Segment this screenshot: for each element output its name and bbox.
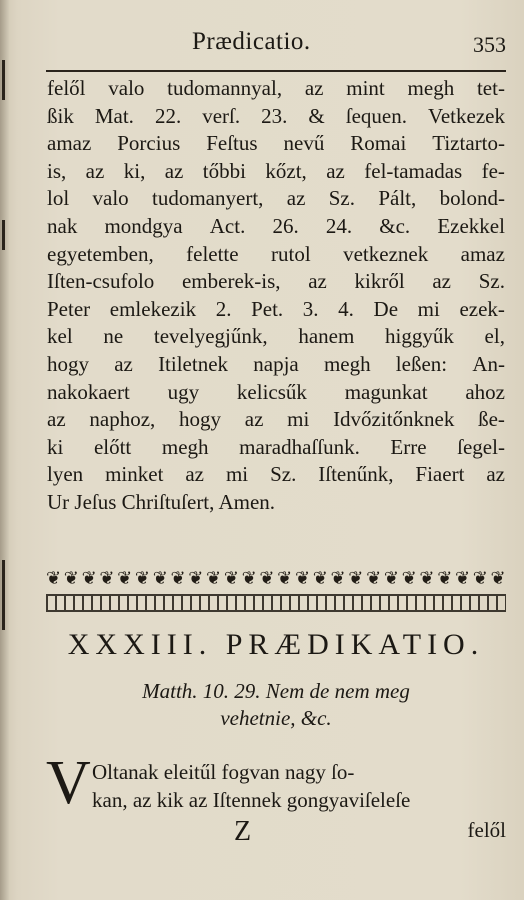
word: emberek-is, (181, 269, 281, 294)
word: 3. (302, 296, 319, 321)
fleuron-icon: ❦ (383, 568, 399, 589)
word: Sz. (328, 186, 355, 211)
word: mi (225, 462, 249, 487)
fleuron-icon: ❦ (99, 568, 115, 589)
word: Peter (47, 296, 91, 321)
word: lol (47, 186, 70, 211)
fleuron-icon: ❦ (348, 568, 364, 589)
word: hogy (47, 351, 89, 376)
word: ſequen. (345, 103, 407, 128)
text-line (47, 379, 505, 407)
word: ne (103, 324, 124, 349)
word: valo (108, 76, 145, 100)
word: Act. (209, 213, 246, 238)
word: ki, (123, 158, 146, 183)
word: fe- (481, 158, 505, 183)
ornament-band (46, 568, 506, 614)
word: &c. (379, 213, 411, 238)
catchword: felől (467, 818, 506, 842)
word: tevelyegjűnk, (153, 324, 268, 349)
word: emlekezik (109, 296, 197, 321)
word: mint (346, 76, 385, 100)
word: mondgya (104, 213, 183, 238)
citation-line: vehetnie, &c. (220, 706, 332, 730)
fleuron-icon: ❦ (63, 568, 79, 589)
gutter-mark (2, 560, 5, 630)
text-line (47, 268, 505, 296)
word: kelicsűk (236, 379, 307, 404)
word: Romai (350, 131, 407, 156)
word: az (85, 158, 105, 183)
word: kőzt, (265, 158, 307, 183)
word: De (373, 296, 399, 321)
word: valo (92, 186, 129, 211)
word: lyen (47, 462, 84, 487)
word: Fiaert (415, 462, 465, 487)
word: 24. (325, 213, 353, 238)
word: az (185, 462, 205, 487)
word: az (114, 351, 133, 376)
word: Sz. (270, 462, 297, 487)
word: az (304, 76, 324, 100)
word: az (286, 186, 306, 211)
word: nak (47, 213, 78, 238)
word: & (308, 103, 325, 128)
header-rule (46, 70, 506, 72)
word: Mat. (94, 103, 134, 128)
word: tudomanyert, (152, 186, 264, 211)
drop-cap: V (46, 749, 91, 817)
fleuron-icon: ❦ (81, 568, 97, 589)
word: kel (47, 324, 73, 349)
word: Iſtenűnk, (318, 462, 394, 487)
word: előtt (93, 434, 132, 459)
word: amaz (47, 131, 92, 156)
word: felől (47, 76, 86, 100)
word: ezek- (459, 296, 505, 321)
word: megh (407, 76, 455, 100)
fleuron-icon: ❦ (188, 568, 204, 589)
word: el, (484, 324, 505, 349)
text-line (47, 323, 505, 351)
word: minket (105, 462, 164, 487)
word: az (164, 158, 184, 183)
word: Pált, (378, 186, 417, 211)
page-header (46, 28, 506, 68)
word: nakokaert (47, 379, 130, 404)
opening-line: kan, az kik az Iſtennek gongyaviſeleſe (92, 787, 411, 812)
running-title: Prædicatio. (192, 28, 311, 55)
opening-line: Oltanak eleitűl fogvan nagy ſo- (92, 760, 355, 784)
text-line (47, 75, 505, 103)
fleuron-icon: ❦ (170, 568, 186, 589)
word: maradhaſſunk. (239, 434, 360, 459)
opening-paragraph (92, 758, 506, 813)
fleuron-icon: ❦ (472, 568, 488, 589)
word: Feſtus (206, 131, 258, 156)
fleuron-icon: ❦ (223, 568, 239, 589)
word: Sz. (478, 269, 505, 294)
gutter-mark (2, 60, 5, 100)
fleuron-icon: ❦ (294, 568, 311, 589)
word: 2. (215, 296, 232, 321)
word: tet- (476, 76, 505, 100)
word: ſegel- (457, 434, 505, 459)
word: 22. (154, 103, 182, 128)
word: 23. (261, 103, 288, 128)
word: az (47, 407, 66, 432)
fleuron-icon: ❦ (401, 568, 417, 589)
citation-line: Matth. 10. 29. Nem de nem meg (142, 679, 410, 703)
word: felette (186, 241, 239, 266)
word: megh (161, 434, 209, 459)
fleuron-icon: ❦ (134, 568, 150, 589)
word: Itiletnek (158, 351, 229, 376)
text-line (47, 103, 505, 131)
text-line (47, 406, 505, 434)
fleuron-row (46, 568, 506, 590)
word: Vetkezek (428, 103, 505, 128)
word: megh (323, 351, 371, 376)
ornament-bar (46, 594, 506, 612)
text-line (47, 241, 505, 269)
word: napja (253, 351, 299, 376)
text-line (47, 434, 505, 462)
section-heading: XXXIII. PRÆDIKATIO. (67, 628, 485, 661)
word: az (432, 269, 452, 294)
word: hanem (298, 324, 355, 349)
fleuron-icon: ❦ (117, 568, 133, 589)
word: verſ. (202, 103, 241, 128)
text-line (47, 158, 505, 186)
fleuron-icon: ❦ (277, 568, 293, 589)
word: naphoz, (89, 407, 156, 432)
word: 4. (338, 296, 354, 321)
word: Erre (390, 434, 427, 459)
word: 26. (272, 213, 299, 238)
word: ahoz (465, 379, 505, 404)
text-line (47, 185, 505, 213)
fleuron-icon: ❦ (419, 568, 435, 589)
word: tudomannyal, (167, 76, 283, 100)
word: Porcius (117, 131, 181, 156)
fleuron-icon: ❦ (454, 568, 471, 589)
fleuron-icon: ❦ (330, 568, 346, 589)
word: bolond- (439, 186, 505, 211)
binding-edge (0, 0, 10, 900)
text-line (47, 130, 505, 158)
word: vetkeznek (343, 241, 429, 266)
word: amaz (460, 241, 505, 266)
page-number: 353 (473, 32, 506, 57)
word: Idvőzitőnknek (333, 407, 455, 432)
word: rutol (271, 241, 311, 266)
word: ßik (47, 103, 74, 128)
text-line (47, 461, 505, 489)
gutter-mark (2, 220, 5, 250)
word: Pet. (251, 296, 284, 321)
word: Ezekkel (437, 213, 505, 238)
word: Tiztarto- (432, 131, 505, 156)
fleuron-icon: ❦ (366, 568, 382, 589)
word: mi (287, 407, 310, 432)
word: higgyűk (385, 324, 454, 349)
scripture-citation (46, 678, 506, 732)
word: nevű (283, 131, 325, 156)
fleuron-icon: ❦ (241, 568, 257, 589)
word: az (308, 269, 327, 294)
text-line (47, 296, 505, 324)
text-line: Ur Jeſus Chriſtuſert, Amen. (47, 489, 276, 514)
word: az (244, 407, 264, 432)
signature-mark: Z (234, 816, 252, 847)
word: hogy (179, 407, 222, 432)
text-line (47, 213, 505, 241)
fleuron-icon: ❦ (259, 568, 275, 589)
fleuron-icon: ❦ (46, 568, 62, 589)
fleuron-icon: ❦ (152, 568, 168, 589)
word: fel-tamadas (364, 158, 463, 183)
word: is, (47, 158, 67, 183)
word: An- (472, 351, 505, 376)
text-line (47, 351, 505, 379)
fleuron-icon: ❦ (490, 568, 506, 589)
word: magunkat (344, 379, 428, 404)
word: ugy (167, 379, 200, 404)
word: tőbbi (202, 158, 246, 183)
word: kikről (354, 269, 405, 294)
word: az (326, 158, 345, 183)
word: leßen: (395, 351, 448, 376)
body-text (47, 75, 505, 517)
fleuron-icon: ❦ (312, 568, 328, 589)
word: ße- (478, 407, 505, 432)
fleuron-icon: ❦ (206, 568, 222, 589)
word: egyetemben, (47, 241, 154, 266)
word: mi (417, 296, 440, 321)
word: ki (47, 434, 64, 459)
word: Iſten-csufolo (47, 269, 155, 294)
word: az (486, 462, 505, 487)
fleuron-icon: ❦ (437, 568, 453, 589)
